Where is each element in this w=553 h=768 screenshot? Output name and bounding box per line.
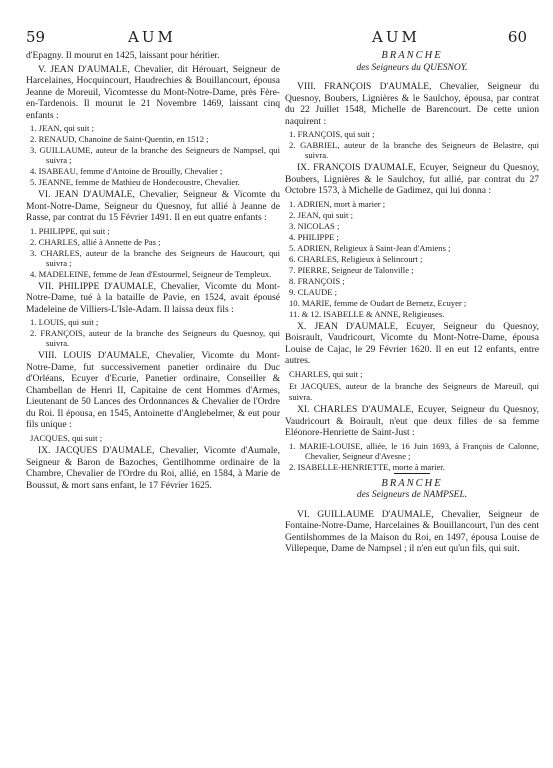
left-child-entry: 5. JEANNE, femme de Mathieu de Hondecoustre, Chevalier. [30, 177, 240, 187]
left-child-entry: 1. LOUIS, qui suit ; [30, 317, 99, 327]
left-running-head: AUM [128, 28, 176, 46]
left-paragraph: VIII. LOUIS D'AUMALE, Chevalier, Vicomte du Mont-Notre-Dame, fut successivement panetier ordinaire du Duc d'Orléans, Ecuyer d'Ecurie, Panetier ordinaire, Conseiller & Chambellan de Henri II, Capitaine de cent Hommes d'Armes, Lieutenant de 50 Lances des Ordonnances & Chevalier de l'Ordre du Roi. Il épousa, en 1545, Antoinette d'Anglebelmer, & eut pour fils unique : [26, 350, 280, 430]
right-heir-line: Et JACQUES, auteur de la branche des Seigneurs de Mareuil, qui suivra. [289, 381, 539, 402]
right-paragraph: VIII. FRANÇOIS D'AUMALE, Chevalier, Seigneur du Quesnoy, Boubers, Lignières & le Saulchoy, épousa, par contrat du 22 Juillet 1548, Michelle de Barencourt. De cette union naquirent : [285, 81, 539, 127]
right-child-entry: 2. JEAN, qui suit ; [289, 209, 353, 220]
right-text-column [285, 50, 539, 557]
right-heir-line: CHARLES, qui suit ; [289, 368, 363, 379]
right-child-entry: 9. CLAUDE ; [289, 286, 337, 297]
right-child-entry: 1. FRANÇOIS, qui suit ; [289, 129, 375, 139]
right-running-head: AUM [372, 28, 420, 46]
left-child-entry: 1. PHILIPPE, qui suit ; [30, 225, 110, 236]
left-paragraph: VI. JEAN D'AUMALE, Chevalier, Seigneur & Vicomte du Mont-Notre-Dame, Seigneur du Quesnoy, fut allié à Jeanne de Rasse, par contrat du 15 Février 1491. Il en eut quatre enfants : [26, 189, 280, 223]
left-continued-paragraph: d'Epagny. Il mourut en 1425, laissant pour héritier. [26, 50, 220, 61]
right-child-entry: 3. NICOLAS ; [289, 220, 340, 231]
right-child-entry: 5. ADRIEN, Religieux à Saint-Jean d'Amiens ; [289, 242, 451, 253]
right-branch-heading: BRANCHE [381, 477, 443, 489]
right-branch-heading: BRANCHE [381, 50, 443, 61]
right-child-entry: 10. MARIE, femme de Oudart de Bernetz, Ecuyer ; [289, 297, 467, 308]
right-child-entry: 1. ADRIEN, mort à marier ; [289, 198, 386, 209]
section-rule [394, 473, 430, 474]
left-child-entry: 3. GUILLAUME, auteur de la branche des Seigneurs de Nampsel, qui suivra ; [30, 145, 280, 165]
right-paragraph: VI. GUILLAUME D'AUMALE, Chevalier, Seigneur de Fontaine-Notre-Dame, Harcelaines & Bouillancourt, l'un des cent Gentilshommes de la Maison du Roi, en 1497, épousa Louise de Villepeque, Dame de Nampsel ; il n'en eut qu'un fils, qui suit. [285, 508, 539, 554]
right-paragraph: X. JEAN D'AUMALE, Ecuyer, Seigneur du Quesnoy, Boisrault, Vaudricourt, Vicomte du Mont-Notre-Dame, épousa Louise de Cajac, le 29 Février 1620. Il en eut 12 enfants, entre autres. [285, 320, 539, 366]
left-child-entry: 3. CHARLES, auteur de la branche des Seigneurs de Haucourt, qui suivra ; [30, 247, 280, 268]
left-child-entry: 1. JEAN, qui suit ; [30, 123, 94, 133]
left-heir-line: JACQUES, qui suit ; [30, 432, 103, 443]
right-child-entry: 2. GABRIEL, auteur de la branche des Seigneurs de Belastre, qui suivra. [289, 140, 539, 160]
left-text-column [26, 50, 280, 493]
right-paragraph: IX. FRANÇOIS D'AUMALE, Ecuyer, Seigneur du Quesnoy, Boubers, Lignières & le Saulchoy, fut allié, par contrat du 27 Octobre 1573, à Michelle de Gadimez, qui lui donna : [285, 162, 539, 196]
right-child-entry: 2. ISABELLE-HENRIETTE, morte à marier. [289, 461, 445, 472]
left-child-entry: 4. MADELEINE, femme de Jean d'Estourmel, Seigneur de Templeux. [30, 268, 272, 279]
left-child-entry: 2. RENAUD, Chanoine de Saint-Quentin, en 1512 ; [30, 134, 209, 144]
left-paragraph: V. JEAN D'AUMALE, Chevalier, dit Hérouart, Seigneur de Harcelaines, Hocquincourt, Haudrechies & Bouillancourt, épousa Jeanne de Moreuil, Vicomtesse du Mont-Notre-Dame, près Fère-en-Tardenois. Il mourut le 21 Novembre 1469, laissant cinq enfants : [26, 63, 280, 121]
left-paragraph: IX. JACQUES D'AUMALE, Chevalier, Vicomte d'Aumale, Seigneur & Baron de Bazoches, Gentilhomme ordinaire de la Chambre, Chevalier de l'Ordre du Roi, allié, en 1584, à Marie de Boussut, & mort sans enfant, le 17 Février 1625. [26, 445, 280, 491]
left-page-number: 59 [26, 28, 46, 46]
right-branch-subheading: des Seigneurs du QUESNOY. [356, 62, 468, 73]
right-branch-subheading: des Seigneurs de NAMPSEL. [356, 490, 468, 500]
left-child-entry: 4. ISABEAU, femme d'Antoine de Brouilly, Chevalier ; [30, 166, 223, 176]
right-child-entry: 1. MARIE-LOUISE, alliée, le 16 Juin 1693, à François de Calonne, Chevalier, Seigneur d'Avesne ; [289, 440, 539, 461]
left-child-entry: 2. CHARLES, allié à Annette de Pas ; [30, 236, 161, 247]
right-child-entry: 8. FRANÇOIS ; [289, 275, 345, 286]
right-paragraph: XI. CHARLES D'AUMALE, Ecuyer, Seigneur du Quesnoy, Vaudricourt & Boirault, n'eut que deux filles de sa femme Eléonore-Henriette de Saint-Just : [285, 404, 539, 438]
right-child-entry: 6. CHARLES, Religieux à Selincourt ; [289, 253, 423, 264]
right-child-entry: 11. & 12. ISABELLE & ANNE, Religieuses. [289, 308, 445, 319]
right-child-entry: 7. PIERRE, Seigneur de Talonville ; [289, 264, 414, 275]
left-paragraph: VII. PHILIPPE D'AUMALE, Chevalier, Vicomte du Mont-Notre-Dame, tué à la bataille de Pavie, en 1524, avait épousé Madeleine de Villiers-L'Isle-Adam. Il laissa deux fils : [26, 280, 280, 315]
left-child-entry: 2. FRANÇOIS, auteur de la branche des Seigneurs du Quesnoy, qui suivra. [30, 328, 280, 348]
right-child-entry: 4. PHILIPPE ; [289, 231, 339, 242]
right-page-number: 60 [507, 28, 527, 46]
